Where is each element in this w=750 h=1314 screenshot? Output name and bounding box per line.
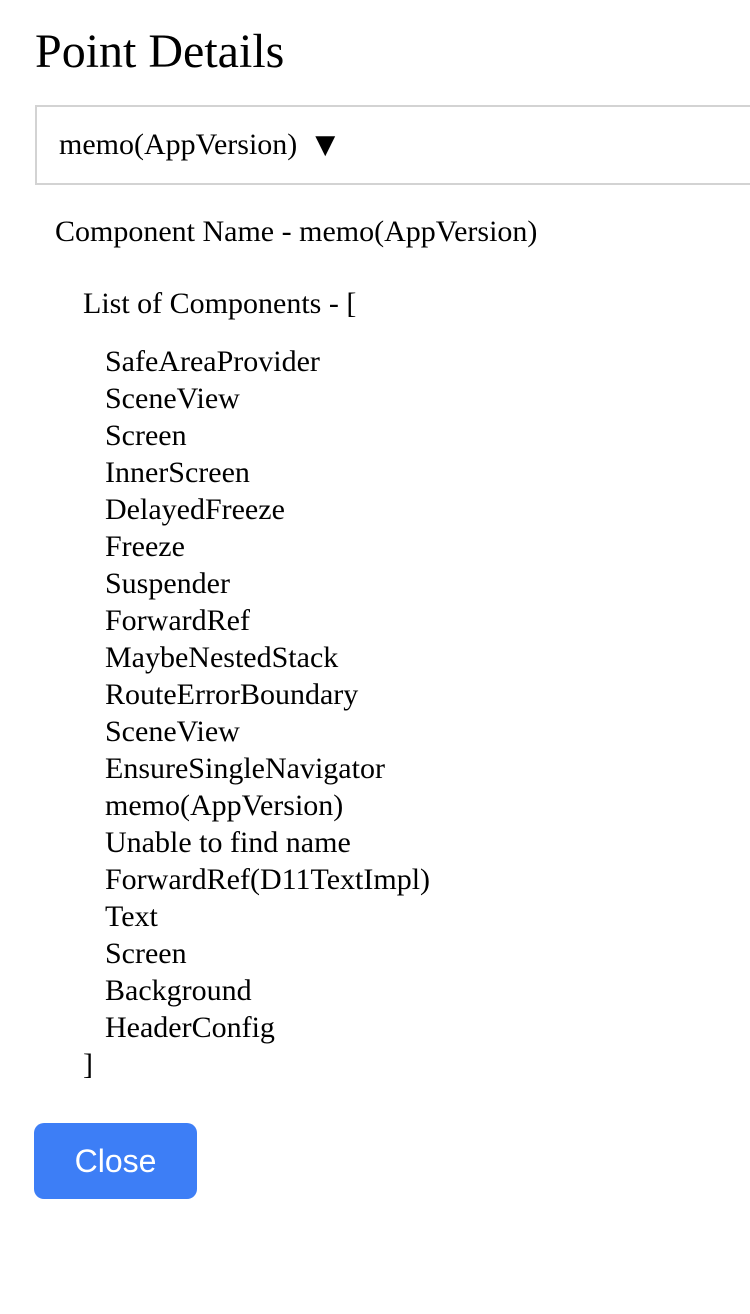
component-list-header: List of Components - [ — [83, 287, 357, 320]
component-list-item: EnsureSingleNavigator — [105, 752, 385, 785]
component-list-item: DelayedFreeze — [105, 493, 285, 526]
chevron-down-icon: ▼ — [315, 130, 336, 160]
component-list-item: InnerScreen — [105, 456, 250, 489]
page-title: Point Details — [35, 25, 285, 78]
component-list-item: Screen — [105, 419, 187, 452]
component-list-item: Suspender — [105, 567, 230, 600]
component-list-item: HeaderConfig — [105, 1011, 275, 1044]
component-list-item: Screen — [105, 937, 187, 970]
component-select[interactable] — [35, 105, 750, 185]
component-list-item: SafeAreaProvider — [105, 345, 320, 378]
component-list-item: ForwardRef(D11TextImpl) — [105, 863, 431, 896]
component-list-item: SceneView — [105, 382, 240, 415]
component-list-item: Text — [105, 900, 158, 933]
component-list-item: Unable to find name — [105, 826, 351, 859]
component-list-item: ForwardRef — [105, 604, 250, 637]
component-name-text: Component Name - memo(AppVersion) — [55, 215, 538, 248]
component-list-item: Freeze — [105, 530, 185, 563]
point-details-panel — [0, 24, 750, 1314]
component-list-footer: ] — [83, 1048, 93, 1081]
component-list — [105, 343, 750, 1046]
component-select-value: memo(AppVersion) — [59, 128, 298, 161]
component-list-item: memo(AppVersion) — [105, 789, 344, 822]
component-list-item: Background — [105, 974, 252, 1007]
component-list-item: RouteErrorBoundary — [105, 678, 359, 711]
component-list-item: MaybeNestedStack — [105, 641, 339, 674]
component-list-item: SceneView — [105, 715, 240, 748]
close-button[interactable]: Close — [34, 1123, 197, 1199]
bottom-spacer — [0, 1199, 750, 1289]
